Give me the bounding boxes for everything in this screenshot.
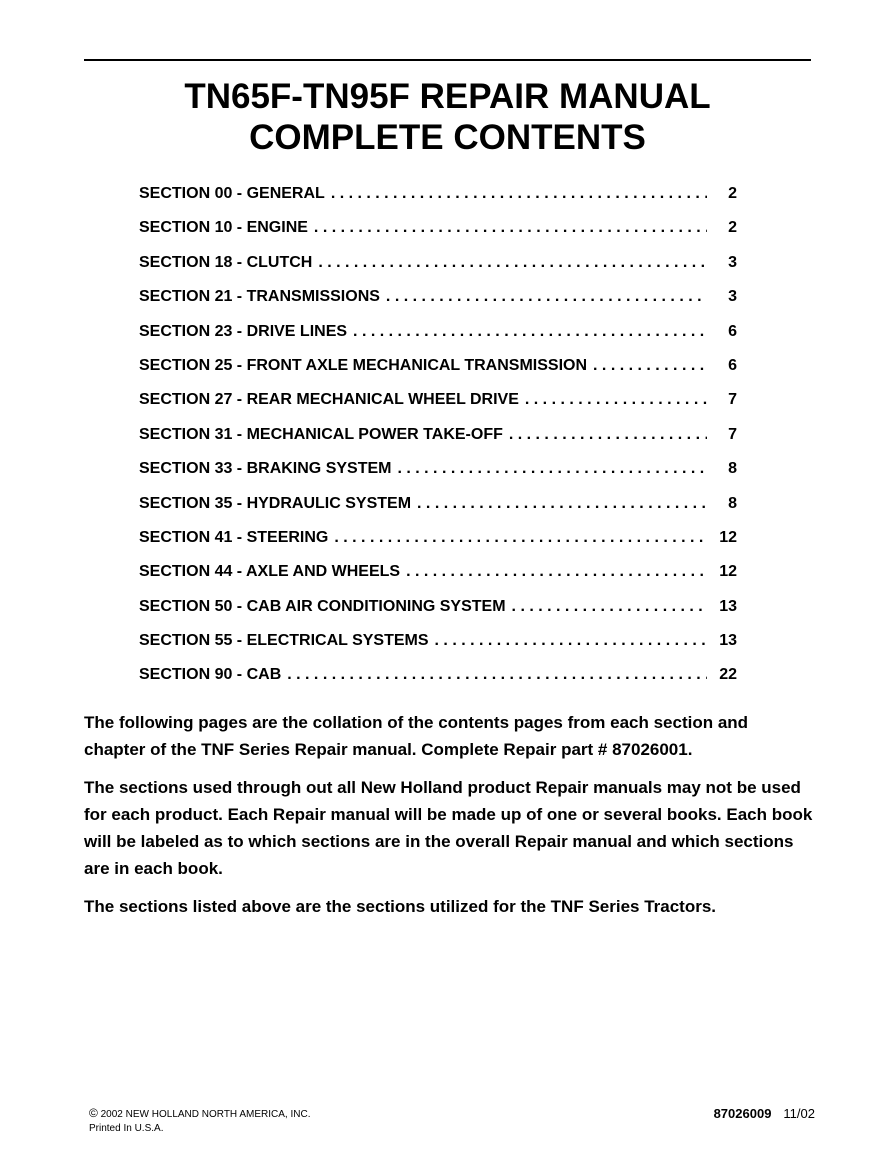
toc-leader [397, 460, 707, 478]
toc-leader [435, 632, 707, 650]
title-line-2: COMPLETE CONTENTS [249, 118, 646, 157]
body-text [84, 709, 814, 931]
toc-page-number: 3 [728, 288, 737, 306]
toc-label: SECTION 31 - MECHANICAL POWER TAKE-OFF [139, 425, 503, 443]
toc-page-number: 22 [719, 666, 737, 684]
toc-leader [334, 529, 707, 547]
toc-page-number: 6 [728, 356, 737, 374]
toc-page-number: 7 [728, 391, 737, 409]
toc-leader [353, 323, 707, 341]
toc-leader [512, 598, 707, 616]
page-title [84, 76, 811, 158]
toc-page-number: 12 [719, 528, 737, 546]
paragraph-collation: The following pages are the collation of the contents pages from each section and chapter of the TNF Series Repair manual. Complete Repair part # 87026001. [84, 713, 749, 759]
toc-entry-44[interactable] [139, 563, 737, 597]
toc-leader [417, 495, 707, 513]
toc-label: SECTION 35 - HYDRAULIC SYSTEM [139, 494, 412, 512]
toc-leader [331, 185, 707, 203]
paragraph-sections-usage: The sections used through out all New Holland product Repair manuals may not be used for each product. Each Repair manual will be made up of one or several books. Each book will be labeled as to which sections are in the overall Repair manual and which sections are in each book. [84, 778, 813, 878]
toc-page-number: 7 [728, 425, 737, 443]
top-rule [84, 59, 811, 61]
toc-label: SECTION 27 - REAR MECHANICAL WHEEL DRIVE [139, 391, 519, 409]
footer-part-info [714, 1106, 815, 1122]
toc-label: SECTION 90 - CAB [139, 666, 282, 684]
toc-entry-33[interactable] [139, 460, 737, 494]
toc-entry-27[interactable] [139, 391, 737, 425]
toc-page-number: 2 [728, 219, 737, 237]
copyright-text: 2002 NEW HOLLAND NORTH AMERICA, INC. [100, 1109, 311, 1120]
toc-page-number: 3 [728, 253, 737, 271]
toc-entry-21[interactable] [139, 288, 737, 322]
toc-label: SECTION 25 - FRONT AXLE MECHANICAL TRANSMISSION [139, 356, 588, 374]
toc-entry-10[interactable] [139, 219, 737, 253]
toc-leader [287, 666, 707, 684]
paragraph-sections-listed: The sections listed above are the sections utilized for the TNF Series Tractors. [84, 897, 717, 916]
toc-page-number: 8 [728, 494, 737, 512]
toc-entry-25[interactable] [139, 357, 737, 391]
toc-label: SECTION 00 - GENERAL [139, 185, 325, 202]
copyright-symbol: © [89, 1106, 98, 1120]
part-number: 87026009 [713, 1106, 772, 1121]
toc-leader [593, 357, 707, 375]
footer-copyright [89, 1106, 311, 1136]
toc-entry-00[interactable] [139, 185, 737, 219]
toc-entry-18[interactable] [139, 254, 737, 288]
toc-entry-90[interactable] [139, 666, 737, 700]
toc-entry-50[interactable] [139, 598, 737, 632]
toc-label: SECTION 18 - CLUTCH [139, 253, 313, 271]
toc-entry-41[interactable] [139, 529, 737, 563]
toc-leader [509, 426, 707, 444]
toc-label: SECTION 23 - DRIVE LINES [139, 322, 348, 340]
toc-label: SECTION 55 - ELECTRICAL SYSTEMS [139, 632, 429, 650]
toc-leader [406, 563, 707, 581]
toc-label: SECTION 21 - TRANSMISSIONS [139, 288, 380, 306]
printed-in: Printed In U.S.A. [89, 1123, 164, 1134]
toc-entry-23[interactable] [139, 323, 737, 357]
toc-entry-55[interactable] [139, 632, 737, 666]
toc-label: SECTION 10 - ENGINE [139, 219, 308, 237]
toc-leader [318, 254, 707, 272]
toc-leader [386, 288, 707, 306]
toc-page-number: 6 [728, 322, 737, 340]
toc-page-number: 13 [719, 632, 737, 650]
toc-page-number: 12 [719, 563, 737, 581]
toc-entry-35[interactable] [139, 495, 737, 529]
toc-label: SECTION 50 - CAB AIR CONDITIONING SYSTEM [139, 597, 506, 615]
toc-page-number: 13 [719, 597, 737, 615]
toc-leader [314, 219, 707, 237]
toc-label: SECTION 41 - STEERING [139, 528, 329, 546]
toc-entry-31[interactable] [139, 426, 737, 460]
toc-label: SECTION 33 - BRAKING SYSTEM [139, 460, 392, 478]
issue-date: 11/02 [783, 1106, 815, 1121]
title-line-1: TN65F-TN95F REPAIR MANUAL [184, 77, 711, 116]
toc-page-number: 8 [728, 460, 737, 478]
toc-label: SECTION 44 - AXLE AND WHEELS [139, 563, 401, 581]
toc-page-number: 2 [728, 185, 737, 202]
table-of-contents [139, 185, 737, 701]
toc-leader [525, 391, 707, 409]
